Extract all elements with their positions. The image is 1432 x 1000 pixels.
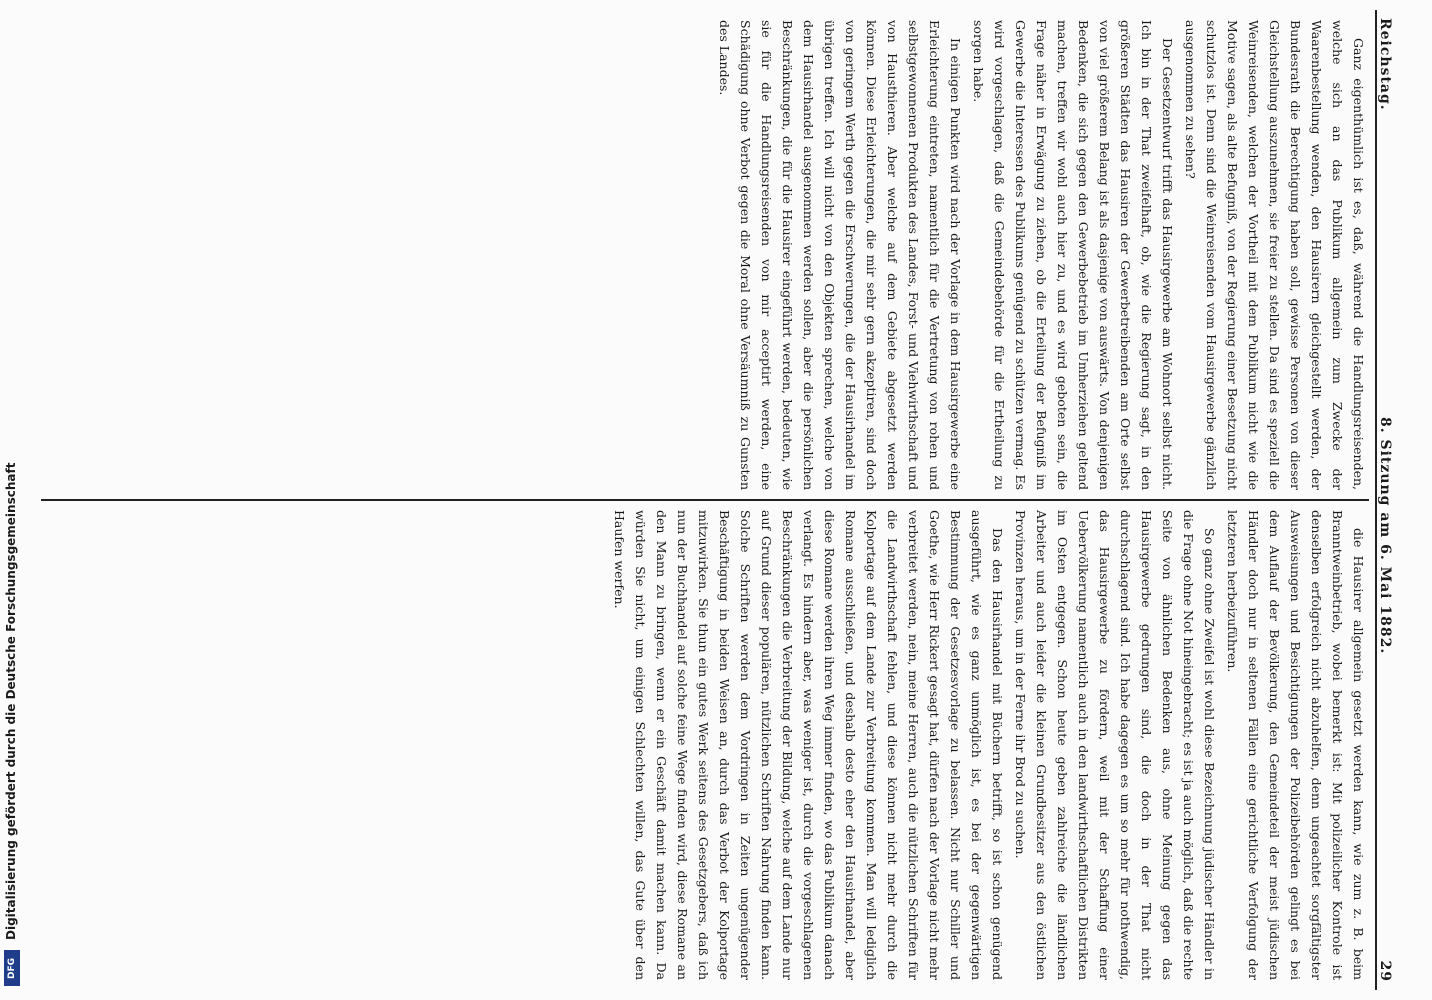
paragraph: In einigen Punkten wird nach der Vorlage in dem Hausirgewerbe eine Erleichterung eintreten, namentlich für die Vertretung von rohen und selbstgewonnenen Produkten des Landes, Forst- und Viehwirthschaft und von Hausthieren. Aber welche auf dem Gebiete abgesetzt werden können. Diese Erleichterungen, die mir sehr gern akzeptiren, sind doch von geringem Werth gegen die Erschwerungen, die der Hausirhandel im übrigen treffen. Ich will nicht von den Objekten sprechen, welche von dem Hausirhandel ausgenommen werden sollen, aber die persönlichen Beschränkungen, die für die Hausirer eingeführt werden, bedeuten, wie sie für die Handlungsreisenden von mir acceptirt werden, eine Schädigung ohne Verbot gegen die Moral ohne Versäumniß zu Gunsten des Landes. [717,20,963,490]
left-column [41,20,1369,490]
paragraph: Ganz eigenthümlich ist es, daß, während die Handlungsreisenden, welche sich an das Publikum allgemein zum Zwecke der Waarenbestellung wenden, den Hausirern gleichgestellt werden, der Bundesrath die Berechtigung haben soll, gewisse Personen von dieser Gleichstellung auszunehmen, sie freier zu stellen. Da sind es speziell die Weinreisenden, welchen der Vortheil mit dem Publikum nicht wie die Motive sagen, als alte Befugniß, von der Regierung einer Besetzung nicht schutzlos ist. Denn sind die Weinreisenden vom Hausirgewerbe gänzlich ausgenommen zu sehen? [1183,20,1366,490]
header-title: 8. Sitzung am 6. Mai 1882. [1377,416,1393,655]
paragraph: Das den Hausirhandel mit Büchern betrifft, so ist schon genügend ausgeführt, wie es ganz unmöglich ist, es bei der gegenwärtigen Bestimmung der Gesetzesvorlage zu belassen. Nicht nur Schiller und Goethe, wie Herr Rickert gesagt hat, dürfen nach der Vorlage nicht mehr verbreitet werden, nein, meine Herren, auch die nützlichen Schriften für die Landwirthschaft fehlen, und diese können nicht mehr durch die Kolportage auf dem Lande zur Verbreitung kommen. Man will lediglich Romane ausschließen, und deshalb desto eher den Hausirhandel, aber diese Romane werden ihren Weg immer finden, wo das Publikum danach verlangt. Es hindern aber, was weniger ist, durch die vorgeschlagenen Beschränkungen die Verbreitung der Bildung, welche auf dem Lande nur auf Grund dieser populären, nützlichen Schriften Nahrung finden kann. Solche Schriften werden dem Vordringen in Zeiten ungenügender Beschäftigung in beiden Weisen an, durch das Verbot der Kolportage mitzuwirken. Sie thun ein gutes Werk seitens des Gesetzgebers, daß ich nun der Buchhandel auf solche feine Wege finden wird, diese Romane an den Mann zu bringen, wenn er ein Geschäft damit machen kann. Da würden Sie nicht, um einigen Schlechten willen, das Gute über den Haufen werfen. [612,510,1005,980]
paragraph: die Hausirer allgemein gesetzt werden kann, wie zum z. B. beim Branntweinbetrieb, wobei bemerkt ist: Mit polizeilicher Kontrole ist denselben erfolgreich nicht abzuhelfen, denn ungeachtet sorgfältigster Ausweisungen und Besichtigungen der Polizeibehörden gelingt es bei dem Auflauf der Bevölkerung, den Gemeindeteil der meist jüdischen Händler doch nur in seltenen Fällen eine gerichtliche Verfolgung der letzteren herbeizuführen. [1225,510,1366,980]
paragraph: So ganz ohne Zweifel ist wohl diese Bezeichnung jüdischer Händler in die Frage ohne Not hineingebracht; es ist ja auch möglich, daß die rechte Seite von ähnlichen Bedenken aus, ohne Meinung gegen das Hausirgewerbe gedrungen sind, die doch in der That nicht durchschlagend sind. Ich habe dagegen es um so mehr für nothwendig, das Hausirgewerbe zu fördern, weil mit der Schaffung einer Uebervölkerung namentlich auch in den landwirthschaftlichen Distrikten im Osten entgegen. Schon heute geben zahlreiche die ländlichen Arbeiter und auch leider die kleinen Grundbesitzer aus den östlichen Provinzen heraus, um in der Ferne ihr Brod zu suchen. [1013,510,1217,980]
paragraph: Der Gesetzentwurf trifft das Hausirgewerbe am Wohnort selbst nicht. Ich bin in der That zweifelhaft, ob, wie die Regierung sagt, in den größeren Städten das Hausiren der Gewerbetreibenden am Orte selbst von viel größerem Belang ist als dasjenige von auswärts. Von denjenigen Bedenken, die sich gegen den Gewerbebetrieb im Umherziehen geltend machen, treffen wir wohl auch hier zu, und es wird geboten sein, die Frage näher in Erwägung zu ziehen, ob die Erteilung der Befugniß im Gewerbe die Interessen des Publikums genügend zu schützen vermag. Es wird vorgeschlagen, daß die Gemeindebehörde für die Ertheilung zu sorgen habe. [971,20,1175,490]
column-divider [41,499,1369,501]
funding-text: Digitalisierung gefördert durch die Deutsche Forschungsgemeinschaft [4,462,18,940]
page-number: 29 [1377,960,1393,982]
dfg-logo-icon: DFG [4,950,20,986]
page-header [1375,10,1401,990]
right-column [41,510,1369,980]
document-body [31,10,1401,990]
funding-footer [0,0,24,1000]
header-left: Reichstag. [1377,18,1393,111]
